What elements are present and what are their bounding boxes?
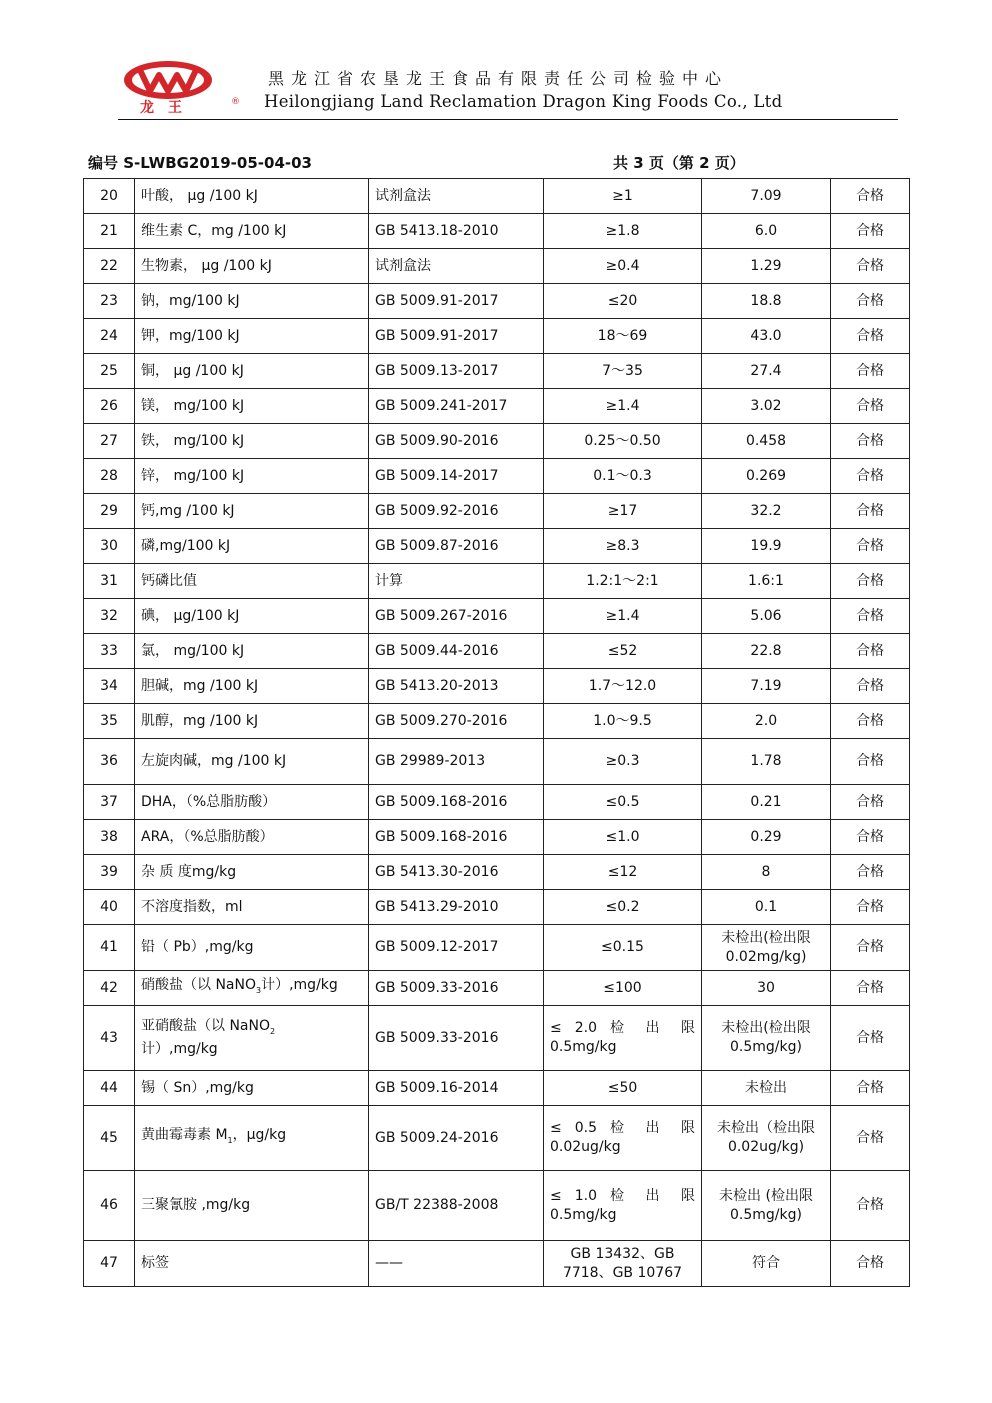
test-method: GB 5009.270-2016 <box>369 704 544 739</box>
test-method: GB 5413.20-2013 <box>369 669 544 704</box>
test-method: GB 5413.29-2010 <box>369 890 544 925</box>
registered-mark: ® <box>231 97 240 107</box>
test-result: 未检出(检出限0.02mg/kg) <box>702 925 831 971</box>
test-result: 43.0 <box>702 319 831 354</box>
test-result: 未检出(检出限 0.5mg/kg) <box>702 1006 831 1071</box>
page-count: 共 3 页（第 2 页） <box>613 154 745 172</box>
test-method: GB 5009.87-2016 <box>369 529 544 564</box>
test-result: 8 <box>702 855 831 890</box>
table-row <box>84 599 910 634</box>
conclusion: 合格 <box>831 1241 910 1287</box>
requirement: ≤ 1.0 检 出 限 0.5mg/kg <box>544 1171 702 1241</box>
table-row <box>84 249 910 284</box>
test-item: 铅（ Pb）,mg/kg <box>135 925 369 971</box>
requirement: ≥1.4 <box>544 389 702 424</box>
test-result: 3.02 <box>702 389 831 424</box>
test-result: 0.21 <box>702 785 831 820</box>
requirement: 0.1～0.3 <box>544 459 702 494</box>
table-body <box>84 179 910 1287</box>
row-number: 33 <box>84 634 135 669</box>
requirement: 0.25～0.50 <box>544 424 702 459</box>
test-item: 钾，mg/100 kJ <box>135 319 369 354</box>
test-item: 钠，mg/100 kJ <box>135 284 369 319</box>
test-result: 2.0 <box>702 704 831 739</box>
test-item: 维生素 C，mg /100 kJ <box>135 214 369 249</box>
requirement: ≤ 2.0 检 出 限 0.5mg/kg <box>544 1006 702 1071</box>
test-result: 19.9 <box>702 529 831 564</box>
test-method: GB 5009.14-2017 <box>369 459 544 494</box>
test-method: GB 5009.13-2017 <box>369 354 544 389</box>
requirement: 1.0～9.5 <box>544 704 702 739</box>
requirement: ≤100 <box>544 971 702 1006</box>
company-name-en: Heilongjiang Land Reclamation Dragon King Foods Co., Ltd <box>264 92 783 111</box>
requirement: GB 13432、GB 7718、GB 10767 <box>544 1241 702 1287</box>
conclusion: 合格 <box>831 1106 910 1171</box>
row-number: 35 <box>84 704 135 739</box>
test-result: 1.78 <box>702 739 831 785</box>
test-result: 32.2 <box>702 494 831 529</box>
conclusion: 合格 <box>831 214 910 249</box>
test-method: GB 5009.44-2016 <box>369 634 544 669</box>
header-divider <box>118 119 898 120</box>
test-item: 铁， mg/100 kJ <box>135 424 369 459</box>
table-row <box>84 564 910 599</box>
conclusion: 合格 <box>831 179 910 214</box>
test-item: 锌， mg/100 kJ <box>135 459 369 494</box>
table-row <box>84 669 910 704</box>
row-number: 38 <box>84 820 135 855</box>
table-row <box>84 1106 910 1171</box>
table-row <box>84 459 910 494</box>
test-item: 生物素， μg /100 kJ <box>135 249 369 284</box>
table-row <box>84 971 910 1006</box>
table-row <box>84 354 910 389</box>
row-number: 26 <box>84 389 135 424</box>
test-method: GB 5009.267-2016 <box>369 599 544 634</box>
table-row <box>84 529 910 564</box>
conclusion: 合格 <box>831 704 910 739</box>
test-result: 7.09 <box>702 179 831 214</box>
conclusion: 合格 <box>831 925 910 971</box>
requirement: ≥0.4 <box>544 249 702 284</box>
logo-text: 龙王 <box>140 100 196 114</box>
test-result: 7.19 <box>702 669 831 704</box>
test-result: 18.8 <box>702 284 831 319</box>
row-number: 44 <box>84 1071 135 1106</box>
table-row <box>84 284 910 319</box>
test-result: 未检出 <box>702 1071 831 1106</box>
test-item: 三聚氰胺 ,mg/kg <box>135 1171 369 1241</box>
conclusion: 合格 <box>831 1006 910 1071</box>
conclusion: 合格 <box>831 319 910 354</box>
requirement: ≤0.15 <box>544 925 702 971</box>
row-number: 22 <box>84 249 135 284</box>
table-row <box>84 704 910 739</box>
row-number: 47 <box>84 1241 135 1287</box>
test-result: 0.29 <box>702 820 831 855</box>
test-result: 1.6:1 <box>702 564 831 599</box>
test-method: GB 5009.90-2016 <box>369 424 544 459</box>
test-item: 黄曲霉毒素 $M_1$，μg/kg <box>135 1106 369 1171</box>
test-item: 亚硝酸盐（以 NaNO$_2$ 计）,mg/kg <box>135 1006 369 1071</box>
test-result: 未检出 (检出限 0.5mg/kg) <box>702 1171 831 1241</box>
table-row <box>84 424 910 459</box>
requirement: ≤0.5 <box>544 785 702 820</box>
conclusion: 合格 <box>831 494 910 529</box>
requirement: 1.7～12.0 <box>544 669 702 704</box>
test-result: 符合 <box>702 1241 831 1287</box>
requirement: ≤20 <box>544 284 702 319</box>
conclusion: 合格 <box>831 1071 910 1106</box>
test-item: 标签 <box>135 1241 369 1287</box>
test-item: 磷,mg/100 kJ <box>135 529 369 564</box>
row-number: 39 <box>84 855 135 890</box>
row-number: 24 <box>84 319 135 354</box>
conclusion: 合格 <box>831 389 910 424</box>
test-method: GB 5009.12-2017 <box>369 925 544 971</box>
requirement: 7～35 <box>544 354 702 389</box>
row-number: 34 <box>84 669 135 704</box>
table-row <box>84 785 910 820</box>
row-number: 43 <box>84 1006 135 1071</box>
table-row <box>84 634 910 669</box>
conclusion: 合格 <box>831 599 910 634</box>
requirement: ≤ 0.5 检 出 限 0.02ug/kg <box>544 1106 702 1171</box>
test-method: —— <box>369 1241 544 1287</box>
requirement: ≤0.2 <box>544 890 702 925</box>
test-item: 肌醇，mg /100 kJ <box>135 704 369 739</box>
test-item: 不溶度指数，ml <box>135 890 369 925</box>
conclusion: 合格 <box>831 1171 910 1241</box>
test-result: 0.458 <box>702 424 831 459</box>
test-item: 碘， μg/100 kJ <box>135 599 369 634</box>
conclusion: 合格 <box>831 564 910 599</box>
row-number: 41 <box>84 925 135 971</box>
row-number: 36 <box>84 739 135 785</box>
conclusion: 合格 <box>831 739 910 785</box>
conclusion: 合格 <box>831 529 910 564</box>
row-number: 28 <box>84 459 135 494</box>
conclusion: 合格 <box>831 890 910 925</box>
requirement: ≥17 <box>544 494 702 529</box>
conclusion: 合格 <box>831 669 910 704</box>
table-row <box>84 820 910 855</box>
conclusion: 合格 <box>831 284 910 319</box>
test-method: GB 5009.33-2016 <box>369 971 544 1006</box>
test-result: 5.06 <box>702 599 831 634</box>
test-item: 硝酸盐（以 NaNO$_3$计）,mg/kg <box>135 971 369 1006</box>
table-row <box>84 319 910 354</box>
test-result: 0.1 <box>702 890 831 925</box>
row-number: 37 <box>84 785 135 820</box>
test-item: 左旋肉碱，mg /100 kJ <box>135 739 369 785</box>
test-result: 6.0 <box>702 214 831 249</box>
document-number: 编号 S-LWBG2019-05-04-03 <box>88 154 312 172</box>
test-item: 杂 质 度mg/kg <box>135 855 369 890</box>
row-number: 32 <box>84 599 135 634</box>
conclusion: 合格 <box>831 971 910 1006</box>
test-method: GB/T 22388-2008 <box>369 1171 544 1241</box>
requirement: 1.2:1～2:1 <box>544 564 702 599</box>
test-method: GB 5009.33-2016 <box>369 1006 544 1071</box>
table-row <box>84 925 910 971</box>
table-row <box>84 389 910 424</box>
row-number: 40 <box>84 890 135 925</box>
row-number: 21 <box>84 214 135 249</box>
table-row <box>84 739 910 785</box>
dragon-king-logo <box>118 58 246 114</box>
conclusion: 合格 <box>831 634 910 669</box>
test-method: 试剂盒法 <box>369 249 544 284</box>
row-number: 31 <box>84 564 135 599</box>
conclusion: 合格 <box>831 249 910 284</box>
test-result: 0.269 <box>702 459 831 494</box>
conclusion: 合格 <box>831 785 910 820</box>
requirement: ≤52 <box>544 634 702 669</box>
table-row <box>84 214 910 249</box>
row-number: 27 <box>84 424 135 459</box>
row-number: 23 <box>84 284 135 319</box>
table-row <box>84 890 910 925</box>
table-row <box>84 855 910 890</box>
test-method: GB 5009.24-2016 <box>369 1106 544 1171</box>
table-row <box>84 1241 910 1287</box>
requirement: ≤12 <box>544 855 702 890</box>
test-result: 27.4 <box>702 354 831 389</box>
test-item: 氯， mg/100 kJ <box>135 634 369 669</box>
row-number: 20 <box>84 179 135 214</box>
test-method: 计算 <box>369 564 544 599</box>
test-item: 叶酸， μg /100 kJ <box>135 179 369 214</box>
test-method: GB 5009.91-2017 <box>369 284 544 319</box>
test-result: 30 <box>702 971 831 1006</box>
conclusion: 合格 <box>831 459 910 494</box>
requirement: ≥8.3 <box>544 529 702 564</box>
table-row <box>84 1071 910 1106</box>
test-method: GB 5009.92-2016 <box>369 494 544 529</box>
conclusion: 合格 <box>831 354 910 389</box>
test-result: 1.29 <box>702 249 831 284</box>
requirement: ≥0.3 <box>544 739 702 785</box>
row-number: 45 <box>84 1106 135 1171</box>
requirement: 18～69 <box>544 319 702 354</box>
requirement: ≥1.8 <box>544 214 702 249</box>
test-method: GB 5413.18-2010 <box>369 214 544 249</box>
test-method: GB 5413.30-2016 <box>369 855 544 890</box>
requirement: ≤1.0 <box>544 820 702 855</box>
test-method: GB 29989-2013 <box>369 739 544 785</box>
test-item: ARA，（%总脂肪酸） <box>135 820 369 855</box>
row-number: 46 <box>84 1171 135 1241</box>
requirement: ≤50 <box>544 1071 702 1106</box>
requirement: ≥1 <box>544 179 702 214</box>
test-method: GB 5009.168-2016 <box>369 785 544 820</box>
row-number: 25 <box>84 354 135 389</box>
test-result: 未检出（检出限 0.02ug/kg) <box>702 1106 831 1171</box>
test-method: 试剂盒法 <box>369 179 544 214</box>
company-name-cn: 黑龙江省农垦龙王食品有限责任公司检验中心 <box>268 69 729 88</box>
conclusion: 合格 <box>831 424 910 459</box>
requirement: ≥1.4 <box>544 599 702 634</box>
inspection-results-table <box>83 178 910 1287</box>
table-row <box>84 179 910 214</box>
test-method: GB 5009.16-2014 <box>369 1071 544 1106</box>
test-item: 钙,mg /100 kJ <box>135 494 369 529</box>
row-number: 29 <box>84 494 135 529</box>
test-item: 铜， μg /100 kJ <box>135 354 369 389</box>
table-row <box>84 494 910 529</box>
test-method: GB 5009.241-2017 <box>369 389 544 424</box>
test-item: DHA，（%总脂肪酸） <box>135 785 369 820</box>
table-row <box>84 1171 910 1241</box>
test-method: GB 5009.168-2016 <box>369 820 544 855</box>
row-number: 30 <box>84 529 135 564</box>
row-number: 42 <box>84 971 135 1006</box>
test-item: 镁， mg/100 kJ <box>135 389 369 424</box>
table-row <box>84 1006 910 1071</box>
test-item: 胆碱，mg /100 kJ <box>135 669 369 704</box>
test-result: 22.8 <box>702 634 831 669</box>
report-header <box>118 52 898 118</box>
conclusion: 合格 <box>831 820 910 855</box>
conclusion: 合格 <box>831 855 910 890</box>
test-item: 锡（ Sn）,mg/kg <box>135 1071 369 1106</box>
test-item: 钙磷比值 <box>135 564 369 599</box>
test-method: GB 5009.91-2017 <box>369 319 544 354</box>
